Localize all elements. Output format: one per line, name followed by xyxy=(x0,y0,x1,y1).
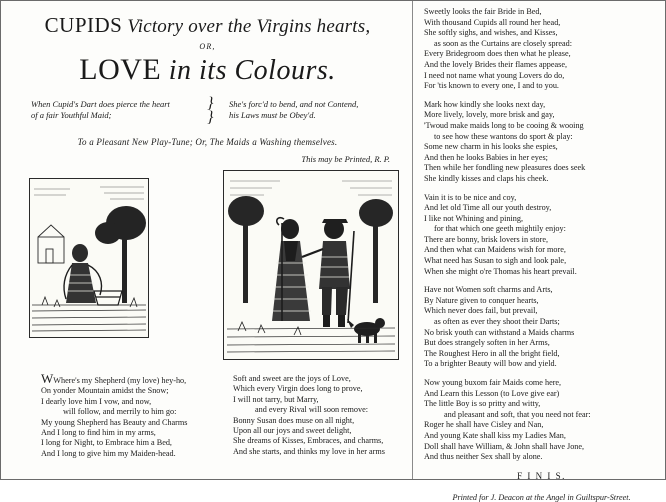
woodcut-courting-couple xyxy=(223,170,399,360)
verse-line: The little Boy is so pritty and witty, xyxy=(424,399,541,409)
verse-line: Vain it is to be nice and coy, xyxy=(424,192,517,202)
verse-line: Which never does fail, but prevail, xyxy=(424,306,538,316)
verse-line: By Nature given to conquer hearts, xyxy=(424,295,539,305)
woodcut-row xyxy=(11,170,404,370)
verse-line: She kindly kisses and claps his cheek. xyxy=(424,173,549,183)
tune-direction: To a Pleasant New Play-Tune; Or, The Maids a Washing themselves. xyxy=(77,137,338,147)
stanza-1 xyxy=(424,7,659,92)
verse-line: I dearly love him I vow, and now, xyxy=(41,396,152,406)
page-title-line-2 xyxy=(11,53,404,87)
argument-right xyxy=(229,99,409,121)
verse-line: And she starts, and thinks my love in her arms xyxy=(233,446,385,456)
argument-left xyxy=(31,99,201,121)
verse-line: Sweetly looks the fair Bride in Bed, xyxy=(424,7,542,16)
verse-line: I will not tarry, but Marry, xyxy=(233,394,319,404)
verse-line: Mark how kindly she looks next day, xyxy=(424,99,546,109)
verse-line: And then what can Maidens wish for more, xyxy=(424,245,566,255)
brace-ornament-icon: } } xyxy=(207,95,213,126)
verse-line: When she might o're Thomas his heart prevail. xyxy=(424,266,577,276)
verse-line: Which every Virgin does long to prove, xyxy=(233,384,363,394)
right-column xyxy=(414,1,666,502)
verse-line: and pleasant and soft, that you need not fear: xyxy=(444,409,591,419)
verse-line: Bonny Susan does muse on all night, xyxy=(233,415,355,425)
verse-line: My young Shepherd has Beauty and Charms xyxy=(41,417,188,427)
argument-right-line-2: his Laws must be Obey'd. xyxy=(229,110,316,120)
stanza-5 xyxy=(424,378,659,463)
verse-line: I like not Whining and pining, xyxy=(424,213,523,223)
verse-line: I long for Night, to Embrace him a Bed, xyxy=(41,438,172,448)
verse-line: And young Kate shall kiss my Ladies Man, xyxy=(424,430,566,440)
stanza-3 xyxy=(424,193,659,278)
verse-line: And Learn this Lesson (to Love give ear) xyxy=(424,388,560,398)
verse-line: for that which one geeth mightily enjoy: xyxy=(434,224,566,234)
woodcut-courting-couple-art xyxy=(224,171,398,359)
verse-line: Roger he shall have Cisley and Nan, xyxy=(424,420,544,430)
verse-line: I need not name what young Lovers do do, xyxy=(424,70,565,80)
verse-line: Upon all our joys and sweet delight, xyxy=(233,426,352,436)
verse-line: Every Bridegroom does then what he please, xyxy=(424,49,571,59)
drop-cap-w: W xyxy=(41,371,54,386)
verse-line: as soon as the Curtains are closely spread: xyxy=(434,38,573,48)
verse-line: will follow, and merrily to him go: xyxy=(63,407,177,417)
verse-line: No brisk youth can withstand a Maids charms xyxy=(424,327,575,337)
verse-line: as often as ever they shoot their Darts; xyxy=(434,317,560,327)
verse-line: What need has Susan to sigh and look pale, xyxy=(424,256,567,266)
verse-line: Soft and sweet are the joys of Love, xyxy=(233,374,351,383)
verse-line: And thus neither Sex shall by alone. xyxy=(424,452,543,462)
bottom-verse-block xyxy=(11,371,404,470)
woodcut-maid-washing-art xyxy=(30,179,148,337)
argument-block xyxy=(11,95,404,133)
licence-note: This may be Printed, R. P. xyxy=(301,154,390,164)
verse-line: On yonder Mountain amidst the Snow; xyxy=(41,386,169,396)
verse-line: 'Twoud make maids long to be cooing & wooing xyxy=(424,120,584,130)
bottom-verse-column-1 xyxy=(41,371,221,459)
verse-line: Some new charm in his looks she espies, xyxy=(424,142,558,152)
argument-left-line-1: When Cupid's Dart does pierce the heart xyxy=(31,99,170,109)
verse-line: And I long to find him in my arms, xyxy=(41,428,156,438)
verse-line xyxy=(41,371,221,386)
verse-line: To a brighter Beauty will bow and yield. xyxy=(424,359,557,369)
finis-mark: F I N I S. xyxy=(517,470,566,481)
verse-line-text: Where's my Shepherd (my love) hey-ho, xyxy=(53,376,187,385)
verse-line: But does strangely soften in her Arms, xyxy=(424,338,550,348)
verse-line: And the lovely Brides their flames appease, xyxy=(424,59,568,69)
argument-right-line-1: She's forc'd to bend, and not Contend, xyxy=(229,99,359,109)
page-title-line-1 xyxy=(11,13,404,38)
verse-line: For 'tis known to every one, I and to you. xyxy=(424,81,559,91)
verse-line: There are bonny, brisk lovers in store, xyxy=(424,234,549,244)
bottom-verse-column-2 xyxy=(233,374,417,457)
verse-line: and every Rival will soon remove: xyxy=(255,405,369,415)
title-or-separator: OR, xyxy=(199,42,216,51)
verse-line: to see how these wantons do sport & play: xyxy=(434,131,573,141)
title-caps-cupids: CUPIDS xyxy=(44,13,123,37)
verse-line: She softly sighs, and wishes, and Kisses, xyxy=(424,28,558,38)
imprint-line: Printed for J. Deacon at the Angel in Guiltspur-Street. xyxy=(452,492,631,502)
argument-left-line-2: of a fair Youthful Maid; xyxy=(31,110,112,120)
title-caps-love: LOVE xyxy=(79,53,162,86)
verse-line: With thousand Cupids all round her head, xyxy=(424,17,561,27)
title-rest-1: Victory over the Virgins hearts, xyxy=(122,16,371,37)
verse-line: Have not Women soft charms and Arts, xyxy=(424,285,553,295)
verse-line: And then he looks Babies in her eyes; xyxy=(424,152,548,162)
stanza-2 xyxy=(424,100,659,185)
verse-line: More lively, lovely, more brisk and gay, xyxy=(424,110,555,120)
left-column xyxy=(1,1,413,479)
verse-line: Doll shall have William, & John shall have Jone, xyxy=(424,441,585,451)
verse-line: And let old Time all our youth destroy, xyxy=(424,203,552,213)
verse-line: Now young buxom fair Maids come here, xyxy=(424,378,562,387)
stanza-4 xyxy=(424,285,659,370)
verse-line: The Roughest Hero in all the bright field, xyxy=(424,348,560,358)
verse-line: Then while her fondling new pleasures does seek xyxy=(424,163,586,173)
woodcut-maid-washing xyxy=(29,178,149,338)
verse-line: She dreams of Kisses, Embraces, and charms, xyxy=(233,436,384,446)
title-rest-2: in its Colours. xyxy=(161,55,336,86)
verse-line: And I long to give him my Maiden-head. xyxy=(41,448,176,458)
